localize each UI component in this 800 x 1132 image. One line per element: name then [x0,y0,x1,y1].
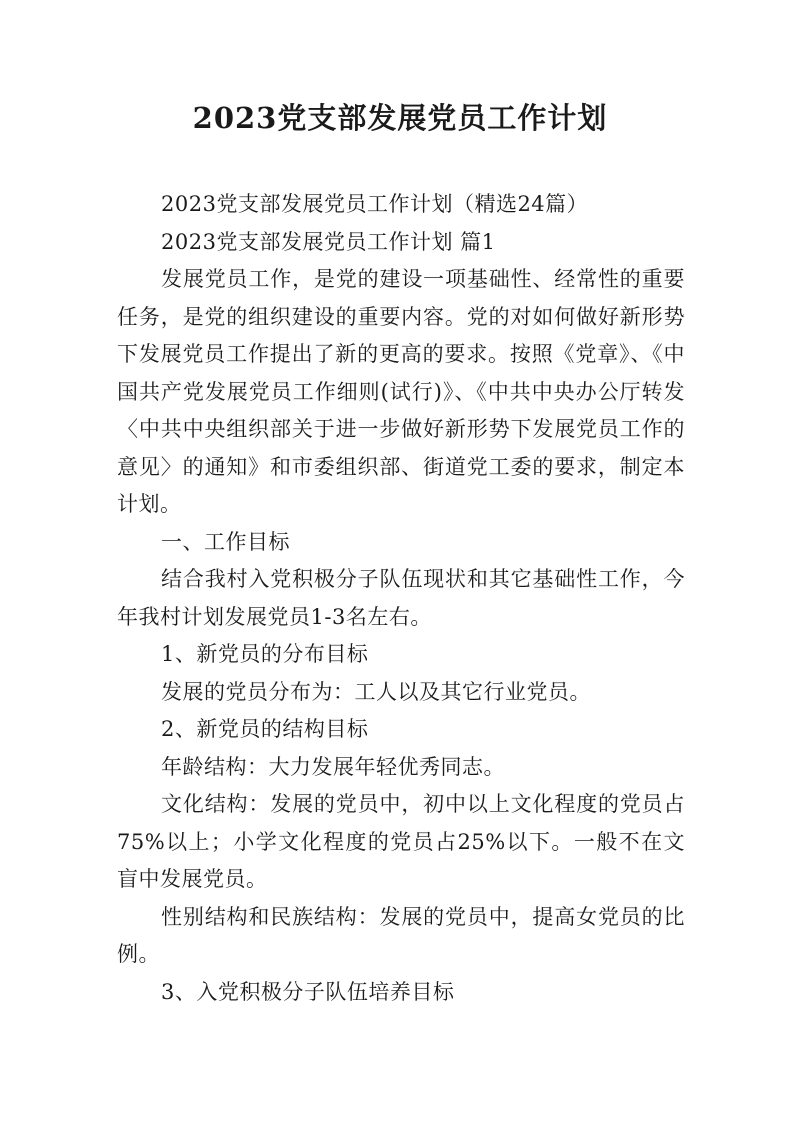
paragraph-section-heading: 2023党支部发展党员工作计划 篇1 [161,229,496,254]
paragraph-heading-distribution: 1、新党员的分布目标 [161,642,369,666]
paragraph-heading-activists: 3、入党积极分子队伍培养目标 [161,979,455,1004]
paragraph-distribution-text: 发展的党员分布为：工人以及其它行业党员。 [161,679,591,704]
document-body [117,186,685,1011]
paragraph-gender-structure: 性别结构和民族结构：发展的党员中，提高女党员的比例。 [117,904,685,966]
paragraph-heading-structure: 2、新党员的结构目标 [161,717,369,741]
paragraph-education-structure: 文化结构：发展的党员中，初中以上文化程度的党员占75%以上；小学文化程度的党员占25%以下。一般不在文盲中发展党员。 [117,792,685,891]
paragraph-intro: 发展党员工作，是党的建设一项基础性、经常性的重要任务，是党的组织建设的重要内容。党的对如何做好新形势下发展党员工作提出了新的更高的要求。按照《党章》、《中国共产党发展党员工作细则(试行)》、《中共中央办公厅转发〈中共中央组织部关于进一步做好新形势下发展党员工作的意见〉的通知》和市委组织部、街道党工委的要求，制定本计划。 [117,267,685,516]
document-title: 2023党支部发展党员工作计划 [192,101,608,135]
paragraph-goals-text: 结合我村入党积极分子队伍现状和其它基础性工作，今年我村计划发展党员1-3名左右。 [117,567,685,629]
paragraph-age-structure: 年龄结构：大力发展年轻优秀同志。 [161,754,505,779]
paragraph-subtitle: 2023党支部发展党员工作计划（精选24篇） [161,192,589,216]
paragraph-heading-goals: 一、工作目标 [161,529,290,554]
